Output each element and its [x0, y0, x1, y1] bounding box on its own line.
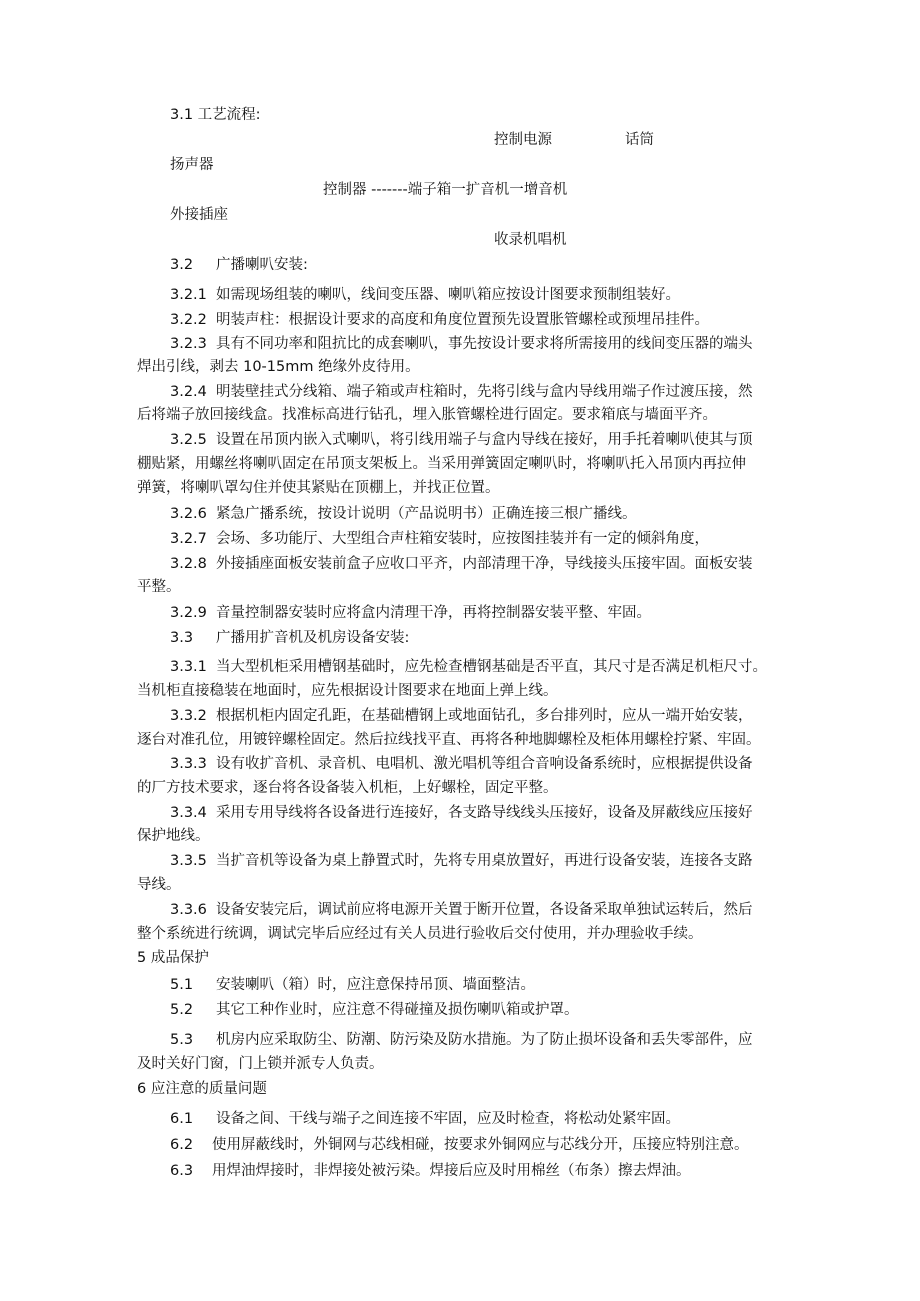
- flow-chain: 控制器 -------端子箱一扩音机一增音机: [323, 182, 568, 198]
- flow-speaker: 扬声器: [170, 157, 214, 173]
- section-number: 3.3: [170, 630, 194, 646]
- flow-power: 控制电源: [494, 132, 552, 148]
- section-title: 广播喇叭安装:: [216, 257, 308, 273]
- item-number: 3.3.2: [170, 708, 207, 724]
- item-text: 具有不同功率和阻抗比的成套喇叭，事先按设计要求将所需接用的线间变压器的端头: [216, 336, 753, 352]
- paragraph-continuation: 平整。: [137, 579, 181, 595]
- item-number: 3.2.5: [170, 432, 207, 448]
- paragraph: [170, 900, 753, 920]
- item-text: 使用屏蔽线时，外铜网与芯线相碰，按要求外铜网应与芯线分开，压接应特别注意。: [212, 1137, 749, 1153]
- paragraph: [170, 1030, 753, 1050]
- paragraph: [170, 1161, 691, 1181]
- section-title: 广播用扩音机及机房设备安装:: [216, 630, 410, 646]
- paragraph: [170, 504, 637, 524]
- paragraph: [170, 382, 753, 402]
- flow-recorder: 收录机唱机: [494, 232, 567, 248]
- item-number: 3.3.3: [170, 756, 207, 772]
- item-number: 3.2.6: [170, 506, 207, 522]
- item-text: 设置在吊顶内嵌入式喇叭，将引线用端子与盒内导线在接好，用手托着喇叭使其与顶: [216, 432, 753, 448]
- section-number: 3.2: [170, 257, 194, 273]
- item-number: 3.3.4: [170, 805, 207, 821]
- paragraph: [170, 529, 709, 549]
- item-text: 外接插座面板安装前盒子应收口平齐，内部清理干净，导线接头压接牢固。面板安装: [216, 556, 753, 572]
- item-number: 3.2.1: [170, 287, 207, 303]
- item-number: 3.2.2: [170, 312, 207, 328]
- item-text: 明装壁挂式分线箱、端子箱或声柱箱时，先将引线与盒内导线用端子作过渡压接，然: [216, 384, 753, 400]
- item-text: 明装声柱：根据设计要求的高度和角度位置预先设置胀管螺栓或预埋吊挂件。: [216, 312, 709, 328]
- paragraph: [170, 803, 753, 823]
- paragraph-continuation: 弹簧，将喇叭罩勾住并使其紧贴在顶棚上，并找正位置。: [137, 480, 500, 496]
- item-text: 当大型机柜采用槽钢基础时，应先检查槽钢基础是否平直，其尺寸是否满足机柜尺寸。: [216, 659, 767, 675]
- item-text: 设备安装完后，调试前应将电源开关置于断开位置，各设备采取单独试运转后，然后: [216, 902, 753, 918]
- item-text: 其它工种作业时，应注意不得碰撞及损伤喇叭箱或护罩。: [216, 1002, 579, 1018]
- item-text: 用焊油焊接时，非焊接处被污染。焊接后应及时用棉丝（布条）擦去焊油。: [212, 1163, 691, 1179]
- paragraph: [170, 285, 680, 305]
- paragraph-continuation: 棚贴紧，用螺丝将喇叭固定在吊顶支架板上。当采用弹簧固定喇叭时，将喇叭托入吊顶内再拉伸: [137, 456, 746, 472]
- item-number: 6.1: [170, 1111, 194, 1127]
- item-text: 采用专用导线将各设备进行连接好，各支路导线线头压接好，设备及屏蔽线应压接好: [216, 805, 753, 821]
- chapter-heading: 6 应注意的质量问题: [137, 1081, 267, 1097]
- item-number: 3.2.8: [170, 556, 207, 572]
- item-text: 安装喇叭（箱）时，应注意保持吊顶、墙面整洁。: [216, 977, 535, 993]
- item-number: 5.1: [170, 977, 194, 993]
- paragraph: [170, 1135, 749, 1155]
- paragraph-continuation: 整个系统进行统调，调试完毕后应经过有关人员进行验收后交付使用，并办理验收手续。: [137, 926, 703, 942]
- paragraph: [170, 657, 767, 677]
- item-text: 紧急广播系统，按设计说明（产品说明书）正确连接三根广播线。: [216, 506, 637, 522]
- section-heading: [170, 628, 409, 648]
- paragraph: [170, 754, 753, 774]
- paragraph: [170, 603, 651, 623]
- paragraph-continuation: 的厂方技术要求，逐台将各设备装入机柜，上好螺栓，固定平整。: [137, 780, 558, 796]
- paragraph-continuation: 后将端子放回接线盒。找准标高进行钻孔，埋入胀管螺栓进行固定。要求箱底与墙面平齐。: [137, 407, 717, 423]
- paragraph-continuation: 及时关好门窗，门上锁并派专人负责。: [137, 1056, 384, 1072]
- item-number: 3.2.9: [170, 605, 207, 621]
- paragraph: [170, 1109, 680, 1129]
- flow-heading: 3.1 工艺流程:: [170, 107, 261, 123]
- chapter-heading: 5 成品保护: [137, 950, 209, 966]
- item-number: 3.3.6: [170, 902, 207, 918]
- item-text: 音量控制器安装时应将盒内清理干净，再将控制器安装平整、牢固。: [216, 605, 651, 621]
- paragraph-continuation: 焊出引线，剥去 10-15mm 绝缘外皮待用。: [137, 359, 420, 375]
- item-text: 设备之间、干线与端子之间连接不牢固，应及时检查，将松动处紧牢固。: [216, 1111, 680, 1127]
- item-number: 5.2: [170, 1002, 194, 1018]
- item-number: 3.3.1: [170, 659, 207, 675]
- item-number: 5.3: [170, 1032, 194, 1048]
- flow-mic: 话筒: [625, 132, 654, 148]
- paragraph: [170, 975, 535, 995]
- item-number: 3.2.3: [170, 336, 207, 352]
- item-number: 6.2: [170, 1137, 194, 1153]
- paragraph-continuation: 保护地线。: [137, 828, 210, 844]
- paragraph: [170, 334, 753, 354]
- paragraph: [170, 851, 753, 871]
- item-number: 3.3.5: [170, 853, 207, 869]
- paragraph: [170, 310, 709, 330]
- paragraph: [170, 1000, 579, 1020]
- item-number: 3.2.7: [170, 531, 207, 547]
- paragraph: [170, 430, 753, 450]
- item-text: 会场、多功能厅、大型组合声柱箱安装时，应按图挂装并有一定的倾斜角度，: [216, 531, 709, 547]
- paragraph: [170, 706, 753, 726]
- item-text: 如需现场组装的喇叭，线间变压器、喇叭箱应按设计图要求预制组装好。: [216, 287, 680, 303]
- paragraph: [170, 554, 753, 574]
- item-number: 3.2.4: [170, 384, 207, 400]
- paragraph-continuation: 当机柜直接稳装在地面时，应先根据设计图要求在地面上弹上线。: [137, 683, 558, 699]
- item-text: 当扩音机等设备为桌上静置式时，先将专用桌放置好，再进行设备安装，连接各支路: [216, 853, 753, 869]
- paragraph-continuation: 逐台对准孔位，用镀锌螺栓固定。然后拉线找平直、再将各种地脚螺栓及柜体用螺栓拧紧、牢固。: [137, 732, 761, 748]
- item-text: 根据机柜内固定孔距，在基础槽钢上或地面钻孔，多台排列时，应从一端开始安装，: [216, 708, 753, 724]
- item-text: 机房内应采取防尘、防潮、防污染及防水措施。为了防止损坏设备和丢失零部件，应: [216, 1032, 753, 1048]
- item-number: 6.3: [170, 1163, 194, 1179]
- flow-socket: 外接插座: [170, 207, 228, 223]
- item-text: 设有收扩音机、录音机、电唱机、激光唱机等组合音响设备系统时，应根据提供设备: [216, 756, 753, 772]
- paragraph-continuation: 导线。: [137, 877, 181, 893]
- section-heading: [170, 255, 308, 275]
